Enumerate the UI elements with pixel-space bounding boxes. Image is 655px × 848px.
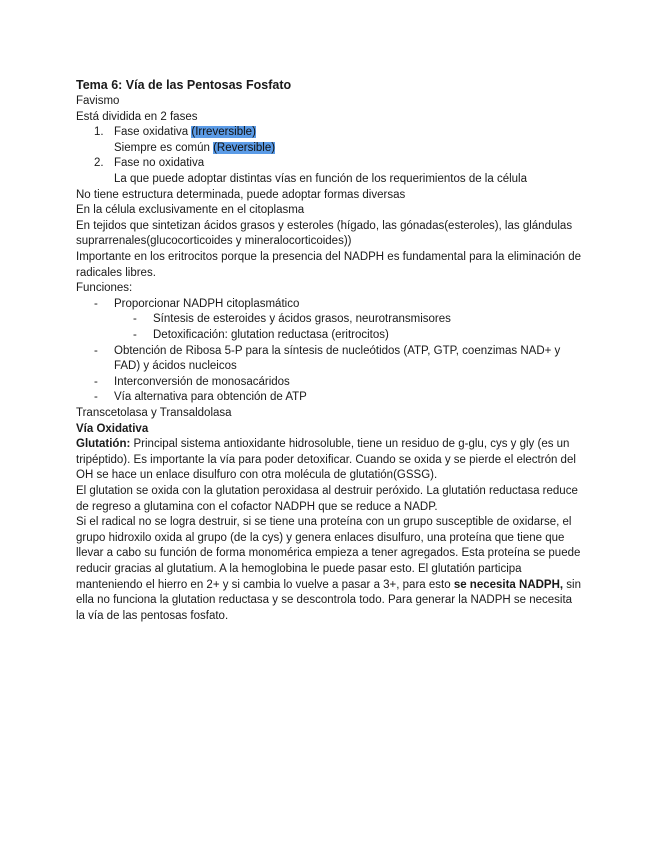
paragraph-peroxidasa: El glutation se oxida con la glutation peroxidasa al destruir peróxido. La glutatión reductasa reduce de regreso a glutamina con el cofactor NADPH que se reduce a NADP. [76, 484, 578, 513]
enzimas-line: Transcetolasa y Transaldolasa [76, 406, 232, 419]
favismo-line: Favismo [76, 95, 120, 108]
funcion-item-2: - Obtención de Ribosa 5-P para la síntesis de nucleótidos (ATP, GTP, coenzimas NAD+ y FAD) y ácidos nucleicos [94, 344, 561, 373]
highlight-reversible: (Reversible) [213, 141, 276, 154]
funcion-subitem-1: - Síntesis de esteroides y ácidos grasos, neurotransmisores [133, 313, 451, 326]
funcion-item-4: - Vía alternativa para obtención de ATP [94, 391, 307, 404]
fase-item-1: 1. Fase oxidativa (Irreversible) [94, 126, 256, 139]
highlight-irreversible: (Irreversible) [191, 126, 256, 139]
document-title: Tema 6: Vía de las Pentosas Fosfato [76, 78, 292, 92]
paragraph-glutation: Glutatión: Principal sistema antioxidante hidrosoluble, tiene un residuo de g-glu, cys y gly (es un tripéptido). Es importante la vía para poder detoxificar. Cuando se oxida y se pierde el electrón del OH se hace un enlace disulfuro con otra molécula de glutatión(GSSG). [76, 438, 576, 482]
section-heading-via-oxidativa: Vía Oxidativa [76, 422, 149, 435]
fase-item-2: 2. Fase no oxidativa [94, 157, 205, 170]
fase-item-2-sub: La que puede adoptar distintas vías en función de los requerimientos de la célula [114, 173, 527, 186]
paragraph-eritrocitos: Importante en los eritrocitos porque la presencia del NADPH es fundamental para la eliminación de radicales libres. [76, 251, 581, 279]
nadph-bold: se necesita NADPH, [453, 578, 564, 591]
paragraph-tejidos: En tejidos que sintetizan ácidos grasos y esteroles (hígado, las gónadas(esteroles), las glándulas suprarrenales(glucocorticoides y mineralocorticoides)) [76, 219, 573, 248]
paragraph-radical: Si el radical no se logra destruir, si se tiene una proteína con un grupo susceptible de oxidarse, el grupo hidroxilo oxida al grupo (de la cys) y genera enlaces disulfuro, una proteína que tiene que llevar a cabo su función de forma monomérica empieza a tener agregados. Esta proteína se puede reducir gracias al glutatium. A la hemoglobina le puede pasar esto. El glutatión participa manteniendo el hierro en 2+ y si cambia lo vuelve a pasar a 3+, para esto se necesita NADPH, sin ella no funciona la glutation reductasa y se descontrola todo. Para generar la NADPH se necesita la vía de las pentosas fosfato. [76, 516, 582, 622]
funcion-item-3: - Interconversión de monosacáridos [94, 375, 290, 388]
funciones-label: Funciones: [76, 282, 133, 295]
glutation-label: Glutatión: [76, 438, 131, 451]
fases-intro: Está dividida en 2 fases [76, 110, 198, 123]
paragraph-citoplasma: En la célula exclusivamente en el citoplasma [76, 204, 305, 217]
fase-item-1-sub: Siempre es común (Reversible) [114, 141, 276, 154]
paragraph-estructura: No tiene estructura determinada, puede adoptar formas diversas [76, 188, 406, 201]
funcion-subitem-2: - Detoxificación: glutation reductasa (eritrocitos) [133, 329, 389, 341]
funcion-item-1: - Proporcionar NADPH citoplasmático [94, 297, 300, 310]
